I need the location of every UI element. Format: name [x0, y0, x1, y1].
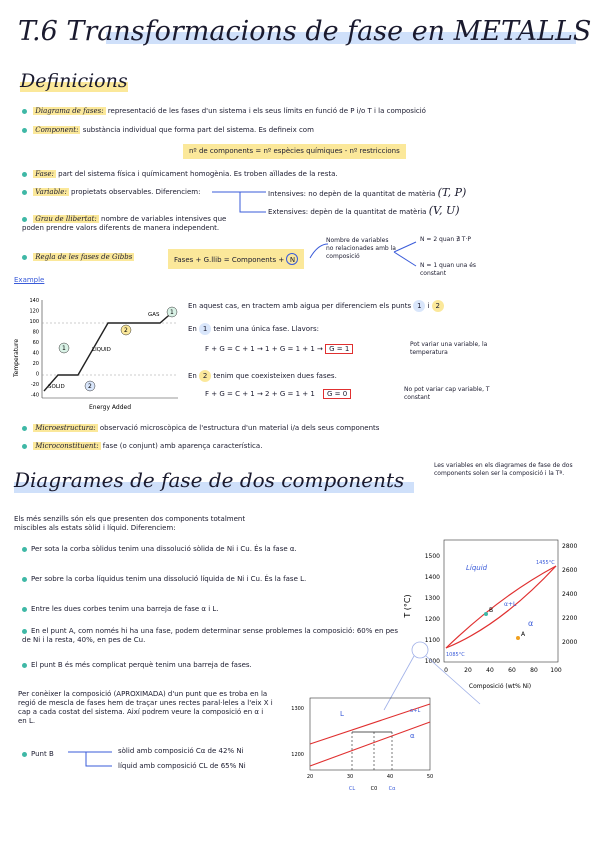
y-axis-label: Temperature [13, 338, 20, 378]
zoom-c0: C0 [370, 786, 378, 792]
bullet-icon [22, 109, 27, 114]
y-tick-label: 0 [35, 371, 39, 378]
tcu-label: 1085°C [446, 652, 465, 658]
bullet-icon [22, 577, 27, 582]
variable-brace [210, 186, 270, 216]
dos-heading: Diagrames de fase de dos components [14, 468, 434, 498]
y-tick-label: -40 [30, 392, 39, 399]
liquidus-curve [446, 566, 556, 648]
ex-note2: No pot variar cap variable, T constant [404, 386, 490, 401]
bullet-icon [22, 663, 27, 668]
ex-eq1: F + G = C + 1 → 1 + G = 1 + 1 → G = 1 [205, 345, 353, 354]
y-tick-label: 1400 [424, 574, 440, 581]
y-axis-label: T (°C) [403, 594, 412, 618]
x-tick-label: 60 [508, 667, 516, 674]
bullet-icon [22, 190, 27, 195]
bullet-icon [22, 172, 27, 177]
dos-p-text: Per conèixer la composició (APROXIMADA) d'un punt que es troba en la regió de mescla de fases hem de traçar unes rectes paral·leles a l'eix X i cap a cada costat del sistema. Així podrem veure la composició en α i en L. [18, 690, 273, 725]
tni-label: 1455°C [536, 560, 555, 566]
liquid-label: LIQUID [92, 347, 111, 353]
def-gibbs: Regla de les fases de Gibbs [22, 253, 134, 262]
y2-tick-label: 2200 [562, 615, 578, 622]
y-tick-label: 60 [32, 340, 39, 346]
punt-b-brace [66, 746, 116, 772]
x-axis-label: Composició (wt% Ni) [468, 683, 532, 690]
y-tick-label: 1000 [424, 658, 440, 665]
dos-b2: Per sobre la corba líquidus tenim una dissolució líquida de Ni i Cu. És la fase L. [22, 575, 402, 584]
zoom-l: L [340, 710, 344, 718]
dos-b4: En el punt A, com només hi ha una fase, podem determinar sense problemes la composició: 60% en pes de Ni i la resta, 40%, en pes de Cu. [22, 627, 398, 644]
y-tick-label: 140 [29, 298, 39, 304]
y-tick-label: 40 [32, 350, 39, 357]
def-grau: Grau de llibertat: nombre de variables intensives que poden prendre valors diferents de manera independent. [22, 215, 227, 232]
def-variable: Variable: propietats observables. Diferenciem: [22, 188, 262, 197]
x-tick-label: 30 [346, 774, 354, 780]
bullet-icon [22, 217, 27, 222]
x-tick-label: 40 [486, 667, 494, 674]
x-tick-label: 20 [306, 774, 314, 780]
zoom-a: α [410, 732, 415, 740]
def-component: Component: substància individual que forma part del sistema. Es defineix com [22, 126, 582, 135]
y-tick-label: 20 [32, 361, 39, 367]
y2-tick-label: 2800 [562, 543, 578, 550]
dos-b5: El punt B és més complicat perquè tenim una barreja de fases. [22, 661, 402, 670]
example-label: Example [14, 276, 45, 284]
bullet-icon [22, 547, 27, 552]
dos-side-note: Les variables en els diagrames de fase de dos components solen ser la composició i la Tª. [434, 462, 573, 477]
extensives: Extensives: depèn de la quantitat de matèria (V, U) [268, 204, 460, 217]
gas-label: GAS [148, 312, 160, 318]
page-title: T.6 Transformacions de fase en METALLS [18, 16, 592, 47]
y-ticks [29, 298, 39, 399]
x-tick-label: 80 [530, 667, 538, 674]
x-tick-label: 100 [550, 667, 562, 674]
zoom-y1: 1300 [291, 706, 304, 712]
component-formula: nº de components = nº espècies químiques - nº restriccions [183, 144, 406, 159]
y2-tick-label: 2600 [562, 567, 578, 574]
mix-label: α+L [504, 601, 517, 608]
y-tick-label: 100 [29, 319, 39, 325]
dos-intro: Els més senzills són els que presenten dos components totalment miscibles als estats sòlid i líquid. Diferenciem: [14, 515, 246, 532]
ex-eq2: F + G = C + 1 → 2 + G = 1 + 1 G = 0 [205, 390, 351, 399]
point-2: 2 [124, 327, 128, 334]
dos-b1: Per sota la corba sòlidus tenim una dissolució sòlida de Ni i Cu. És la fase α. [22, 545, 402, 554]
punt-b: Punt B [22, 750, 54, 759]
x-tick-label: 20 [464, 667, 472, 674]
zoom-cl: CL [348, 786, 356, 792]
n2-note: N = 2 quan ∄ T·P [420, 236, 471, 243]
gibbs-note: Nombre de variables no relacionades amb la composició [326, 237, 396, 260]
dos-b3: Entre les dues corbes tenim una barreja de fase α i L. [22, 605, 402, 614]
bullet-icon [22, 444, 27, 449]
y-tick-label: 1300 [424, 595, 440, 602]
bullet-icon [22, 255, 27, 260]
bullet-icon [22, 128, 27, 133]
y2-tick-label: 2000 [562, 639, 578, 646]
bullet-icon [22, 426, 27, 431]
point-b: B [489, 607, 494, 614]
bullet-icon [22, 629, 27, 634]
gibbs-formula: Fases + G.llib = Components + N [168, 249, 304, 269]
n1-note: N = 1 quan una és constant [420, 262, 477, 277]
point-3: 2 [88, 383, 92, 390]
zoom-al: α+L [410, 708, 421, 714]
x-tick-label: 40 [386, 774, 394, 780]
zoom-y2: 1200 [291, 752, 304, 758]
y-tick-label: 80 [32, 329, 39, 336]
def-fase: Fase: part del sistema física i químicament homogènia. Es troben aïllades de la resta. [22, 170, 582, 179]
def-microc: Microconstituent: fase (o conjunt) amb aparença característica. [22, 442, 582, 451]
zoom-chart [288, 694, 438, 794]
intensives: Intensives: no depèn de la quantitat de matèria (T, P) [268, 186, 467, 199]
x-tick-label: 0 [444, 667, 448, 674]
ex-note1: Pot variar una variable, la temperatura [410, 341, 488, 356]
gibbs-n-arrows [392, 238, 422, 274]
liquid-label: Líquid [466, 564, 488, 572]
b-liq: líquid amb composició CL de 65% Ni [118, 762, 246, 770]
x-axis-label: Energy Added [88, 404, 132, 411]
solidus-curve [446, 566, 556, 648]
b-sol: sòlid amb composició Cα de 42% Ni [118, 747, 244, 755]
solid-label: SOLID [48, 384, 65, 390]
zoom-ca: Cα [388, 786, 396, 792]
alpha-label: α [528, 619, 534, 628]
y-tick-label: 1200 [424, 616, 440, 623]
x-tick-label: 50 [426, 774, 434, 780]
bullet-icon [22, 752, 27, 757]
point-a: A [521, 631, 526, 638]
ex-line2: En 1 tenim una única fase. Llavors: [188, 325, 319, 333]
y-tick-label: 120 [29, 308, 39, 315]
def-micro: Microestructura: observació microscòpica de l'estructura d'un material i/a dels seus components [22, 424, 582, 433]
y-tick-label: 1500 [424, 553, 440, 560]
point-1: 1 [62, 345, 66, 352]
y-tick-label: -20 [30, 382, 39, 388]
ex-line3: En 2 tenim que coexisteixen dues fases. [188, 372, 337, 380]
water-phase-chart [10, 296, 182, 416]
bullet-icon [22, 607, 27, 612]
ex-line1: En aquest cas, en tractem amb aigua per diferenciem els punts 1 i 2 [188, 300, 528, 312]
point-4: 1 [170, 309, 174, 316]
y-tick-label: 1100 [424, 637, 440, 644]
def-diagrama: Diagrama de fases: representació de les fases d'un sistema i els seus límits en funció de P i/o T i la composició [22, 107, 582, 116]
y2-tick-label: 2400 [562, 591, 578, 598]
